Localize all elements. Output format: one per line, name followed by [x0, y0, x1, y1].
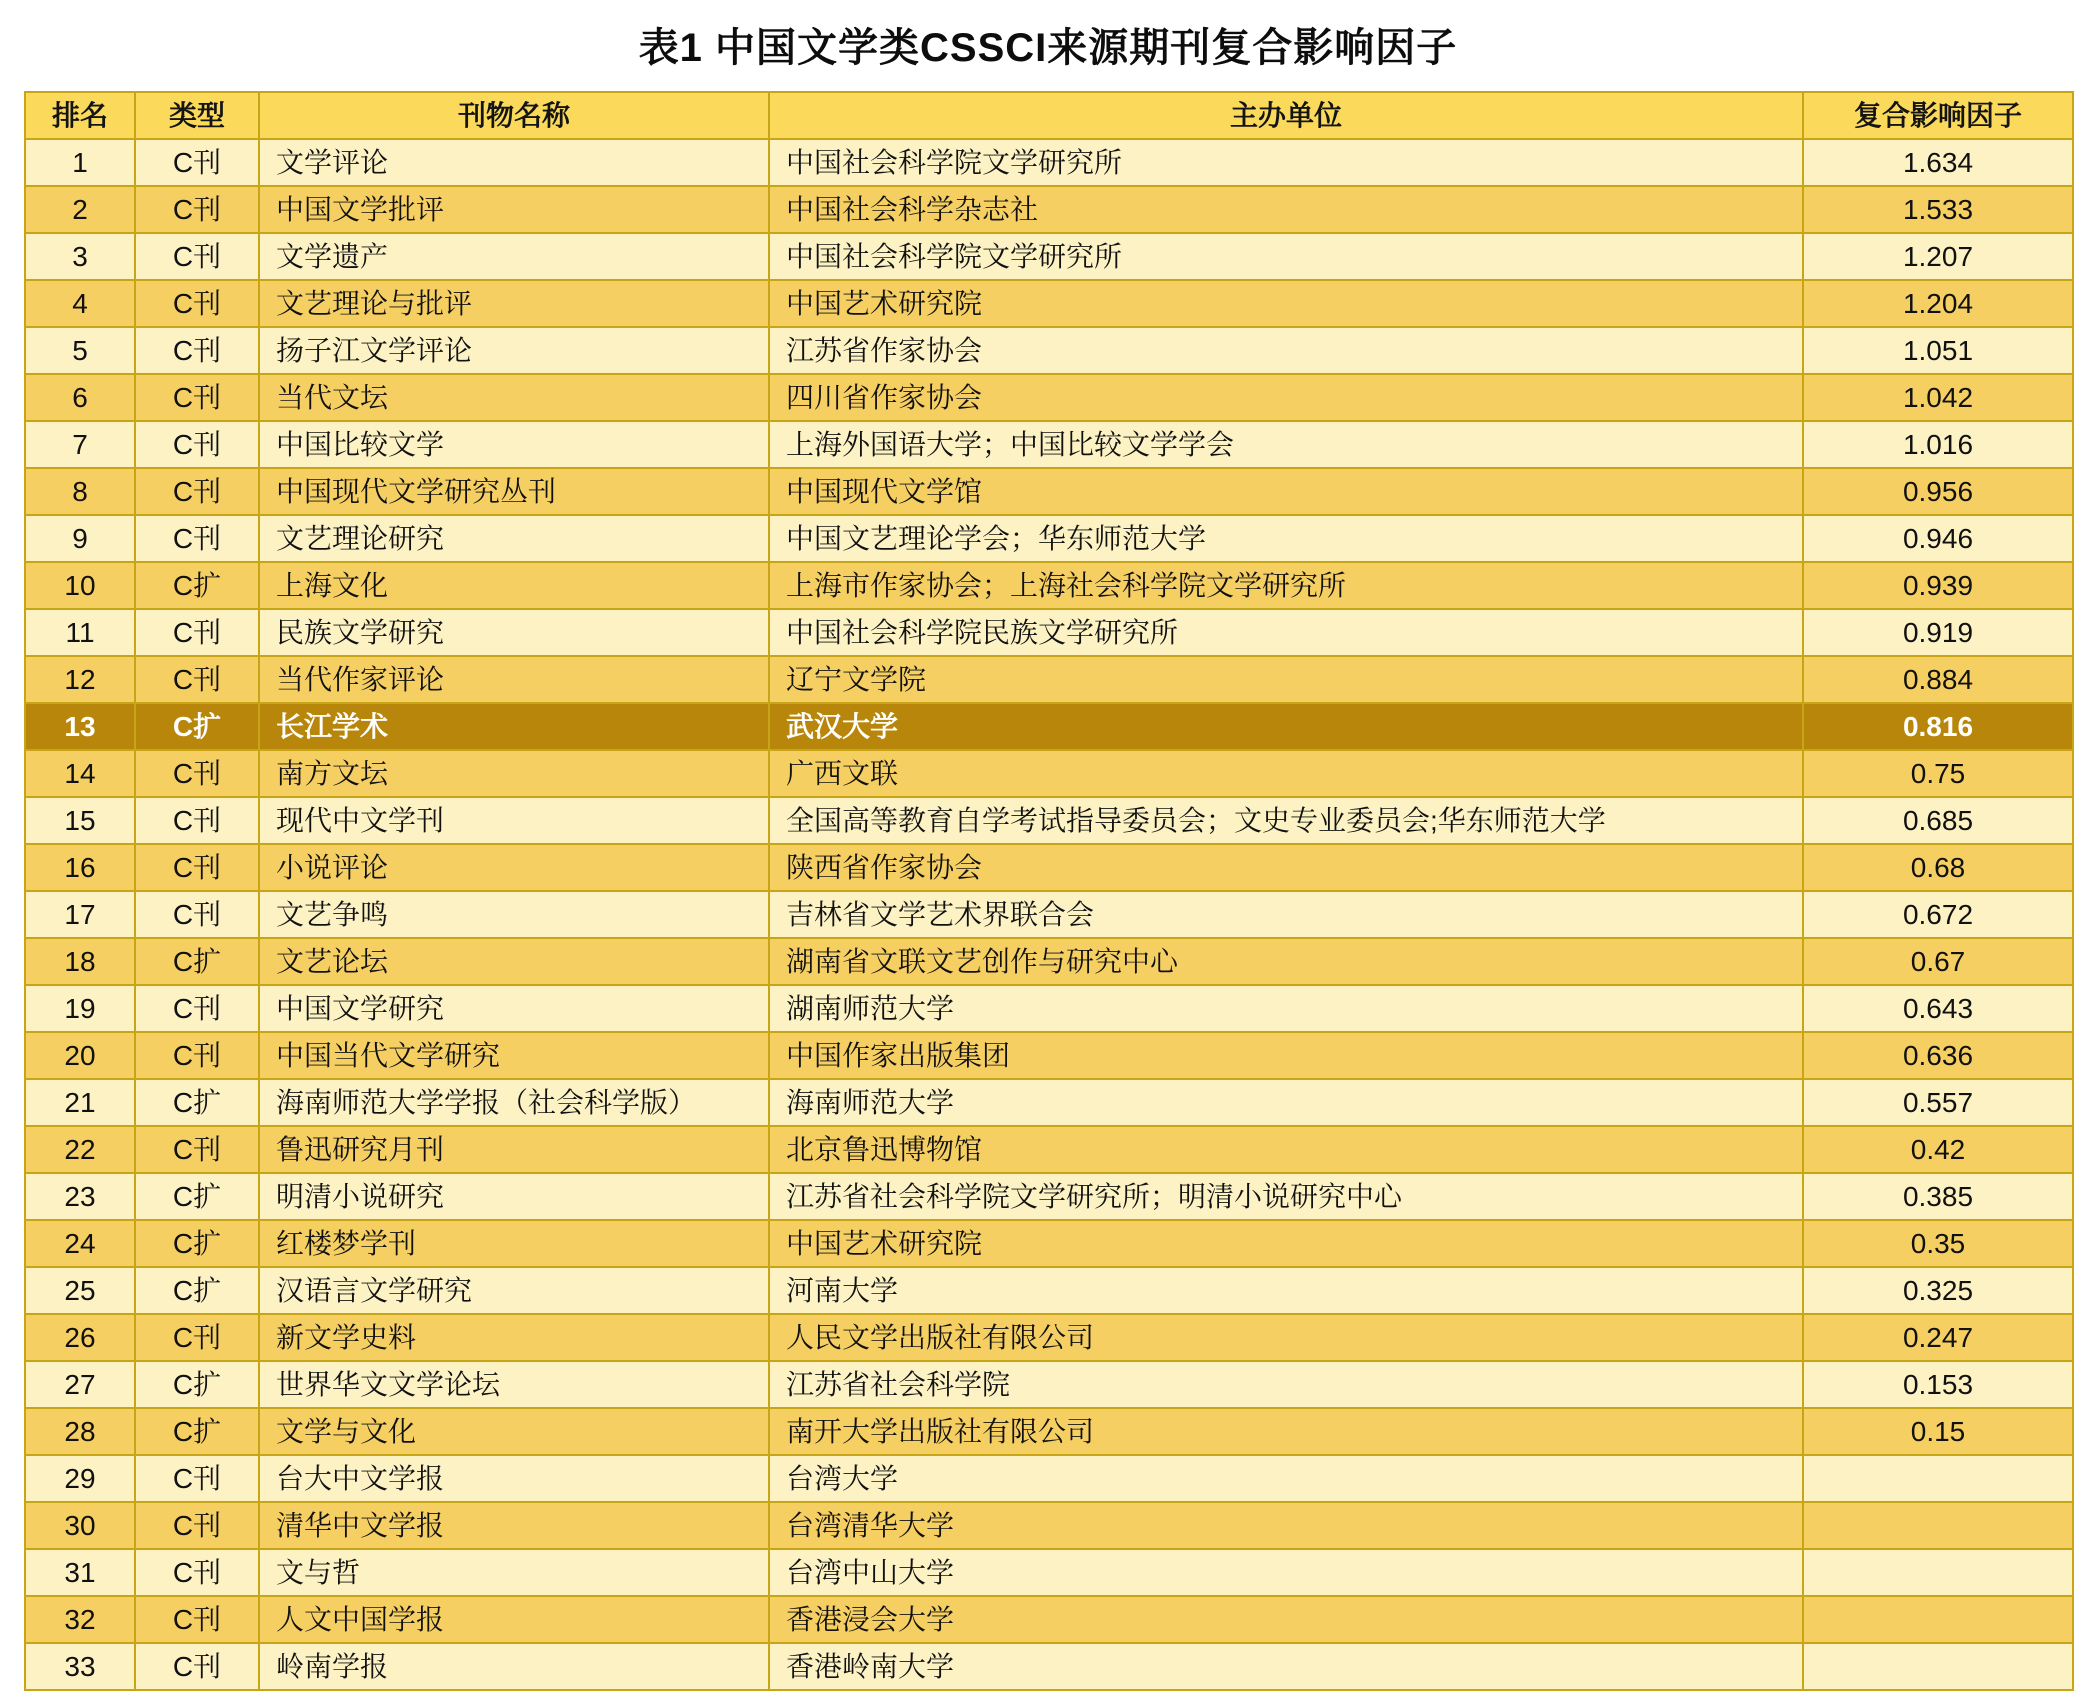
cell-type: C刊: [135, 1032, 259, 1079]
cell-journal-name: 海南师范大学学报（社会科学版）: [259, 1079, 769, 1126]
cell-type: C刊: [135, 1502, 259, 1549]
table-row: [25, 797, 2073, 844]
table-row: [25, 1314, 2073, 1361]
table-row: [25, 1126, 2073, 1173]
table-row: [25, 327, 2073, 374]
cell-organization: 中国艺术研究院: [769, 1220, 1803, 1267]
cell-type: C扩: [135, 1408, 259, 1455]
cell-journal-name: 台大中文学报: [259, 1455, 769, 1502]
table-body: [25, 139, 2073, 1690]
table-header: [25, 92, 2073, 139]
cell-impact-factor: 0.816: [1803, 703, 2073, 750]
table-row: [25, 186, 2073, 233]
cell-journal-name: 文与哲: [259, 1549, 769, 1596]
table-row: [25, 1079, 2073, 1126]
cell-journal-name: 小说评论: [259, 844, 769, 891]
table-row: [25, 1596, 2073, 1643]
cell-rank: 31: [25, 1549, 135, 1596]
cell-rank: 32: [25, 1596, 135, 1643]
cell-organization: 中国艺术研究院: [769, 280, 1803, 327]
table-row: [25, 844, 2073, 891]
cell-journal-name: 明清小说研究: [259, 1173, 769, 1220]
cell-rank: 12: [25, 656, 135, 703]
cell-organization: 广西文联: [769, 750, 1803, 797]
cell-rank: 20: [25, 1032, 135, 1079]
cell-journal-name: 岭南学报: [259, 1643, 769, 1690]
table-header-row: [25, 92, 2073, 139]
cell-type: C刊: [135, 844, 259, 891]
cell-rank: 9: [25, 515, 135, 562]
cell-type: C刊: [135, 609, 259, 656]
table-row: [25, 891, 2073, 938]
cell-organization: 中国现代文学馆: [769, 468, 1803, 515]
cell-impact-factor: 0.946: [1803, 515, 2073, 562]
cell-impact-factor: 1.533: [1803, 186, 2073, 233]
cell-rank: 16: [25, 844, 135, 891]
table-row: [25, 1220, 2073, 1267]
cell-journal-name: 中国文学批评: [259, 186, 769, 233]
cell-rank: 6: [25, 374, 135, 421]
cell-impact-factor: 0.42: [1803, 1126, 2073, 1173]
cell-impact-factor: [1803, 1643, 2073, 1690]
cell-organization: 河南大学: [769, 1267, 1803, 1314]
cell-impact-factor: 1.634: [1803, 139, 2073, 186]
cell-impact-factor: [1803, 1549, 2073, 1596]
table-row: [25, 421, 2073, 468]
cell-impact-factor: 0.385: [1803, 1173, 2073, 1220]
cell-rank: 11: [25, 609, 135, 656]
column-header-impact: 复合影响因子: [1803, 92, 2073, 139]
cell-type: C刊: [135, 1455, 259, 1502]
table-row: [25, 609, 2073, 656]
cell-impact-factor: 0.956: [1803, 468, 2073, 515]
cell-journal-name: 现代中文学刊: [259, 797, 769, 844]
cell-rank: 2: [25, 186, 135, 233]
cell-organization: 湖南省文联文艺创作与研究中心: [769, 938, 1803, 985]
cell-rank: 3: [25, 233, 135, 280]
cell-organization: 中国社会科学院文学研究所: [769, 139, 1803, 186]
cell-organization: 台湾大学: [769, 1455, 1803, 1502]
cell-impact-factor: 0.68: [1803, 844, 2073, 891]
cell-journal-name: 民族文学研究: [259, 609, 769, 656]
cell-journal-name: 中国比较文学: [259, 421, 769, 468]
cell-organization: 中国文艺理论学会；华东师范大学: [769, 515, 1803, 562]
cell-rank: 7: [25, 421, 135, 468]
column-header-name: 刊物名称: [259, 92, 769, 139]
cell-impact-factor: 0.153: [1803, 1361, 2073, 1408]
cell-type: C扩: [135, 1173, 259, 1220]
cell-impact-factor: 1.042: [1803, 374, 2073, 421]
cell-organization: 香港浸会大学: [769, 1596, 1803, 1643]
cell-journal-name: 当代文坛: [259, 374, 769, 421]
cell-type: C刊: [135, 186, 259, 233]
cell-impact-factor: 0.15: [1803, 1408, 2073, 1455]
page-title: 表1 中国文学类CSSCI来源期刊复合影响因子: [638, 26, 1458, 70]
cell-type: C刊: [135, 750, 259, 797]
cell-organization: 人民文学出版社有限公司: [769, 1314, 1803, 1361]
journal-ranking-table: [24, 91, 2074, 1691]
cell-rank: 28: [25, 1408, 135, 1455]
cell-rank: 23: [25, 1173, 135, 1220]
table-row: [25, 1455, 2073, 1502]
cell-type: C刊: [135, 1126, 259, 1173]
cell-rank: 33: [25, 1643, 135, 1690]
table-row: [25, 703, 2073, 750]
cell-organization: 吉林省文学艺术界联合会: [769, 891, 1803, 938]
table-row: [25, 233, 2073, 280]
cell-rank: 18: [25, 938, 135, 985]
table-row: [25, 985, 2073, 1032]
table-row: [25, 1549, 2073, 1596]
cell-impact-factor: 0.247: [1803, 1314, 2073, 1361]
table-row: [25, 1267, 2073, 1314]
cell-rank: 8: [25, 468, 135, 515]
cell-journal-name: 文学遗产: [259, 233, 769, 280]
cell-organization: 台湾清华大学: [769, 1502, 1803, 1549]
cell-journal-name: 文艺理论与批评: [259, 280, 769, 327]
table-row: [25, 280, 2073, 327]
table-row: [25, 468, 2073, 515]
cell-impact-factor: 1.204: [1803, 280, 2073, 327]
cell-journal-name: 文艺争鸣: [259, 891, 769, 938]
cell-rank: 29: [25, 1455, 135, 1502]
table-row: [25, 515, 2073, 562]
cell-journal-name: 鲁迅研究月刊: [259, 1126, 769, 1173]
cell-type: C刊: [135, 327, 259, 374]
cell-organization: 台湾中山大学: [769, 1549, 1803, 1596]
table-row: [25, 1032, 2073, 1079]
cell-rank: 30: [25, 1502, 135, 1549]
cell-journal-name: 红楼梦学刊: [259, 1220, 769, 1267]
table-row: [25, 1408, 2073, 1455]
table-row: [25, 656, 2073, 703]
cell-rank: 26: [25, 1314, 135, 1361]
cell-organization: 武汉大学: [769, 703, 1803, 750]
cell-type: C扩: [135, 1079, 259, 1126]
cell-type: C刊: [135, 1314, 259, 1361]
cell-type: C刊: [135, 1596, 259, 1643]
cell-impact-factor: 0.919: [1803, 609, 2073, 656]
cell-impact-factor: 0.884: [1803, 656, 2073, 703]
cell-impact-factor: [1803, 1596, 2073, 1643]
cell-journal-name: 中国当代文学研究: [259, 1032, 769, 1079]
cell-organization: 湖南师范大学: [769, 985, 1803, 1032]
column-header-rank: 排名: [25, 92, 135, 139]
cell-organization: 辽宁文学院: [769, 656, 1803, 703]
cell-organization: 中国作家出版集团: [769, 1032, 1803, 1079]
cell-type: C扩: [135, 1361, 259, 1408]
cell-type: C扩: [135, 938, 259, 985]
cell-impact-factor: 0.672: [1803, 891, 2073, 938]
cell-impact-factor: [1803, 1502, 2073, 1549]
cell-organization: 上海外国语大学；中国比较文学学会: [769, 421, 1803, 468]
cell-journal-name: 新文学史料: [259, 1314, 769, 1361]
cell-type: C刊: [135, 985, 259, 1032]
cell-organization: 江苏省社会科学院文学研究所；明清小说研究中心: [769, 1173, 1803, 1220]
cell-organization: 江苏省社会科学院: [769, 1361, 1803, 1408]
cell-rank: 1: [25, 139, 135, 186]
cell-organization: 全国高等教育自学考试指导委员会；文史专业委员会;华东师范大学: [769, 797, 1803, 844]
cell-impact-factor: 0.643: [1803, 985, 2073, 1032]
cell-impact-factor: [1803, 1455, 2073, 1502]
cell-type: C扩: [135, 562, 259, 609]
cell-journal-name: 文艺论坛: [259, 938, 769, 985]
cell-organization: 南开大学出版社有限公司: [769, 1408, 1803, 1455]
cell-impact-factor: 1.016: [1803, 421, 2073, 468]
cell-rank: 27: [25, 1361, 135, 1408]
cell-journal-name: 南方文坛: [259, 750, 769, 797]
cell-organization: 上海市作家协会；上海社会科学院文学研究所: [769, 562, 1803, 609]
cell-journal-name: 世界华文文学论坛: [259, 1361, 769, 1408]
cell-organization: 北京鲁迅博物馆: [769, 1126, 1803, 1173]
cell-journal-name: 文学与文化: [259, 1408, 769, 1455]
table-row: [25, 1502, 2073, 1549]
table-row: [25, 1643, 2073, 1690]
cell-organization: 中国社会科学院民族文学研究所: [769, 609, 1803, 656]
cell-rank: 15: [25, 797, 135, 844]
cell-journal-name: 中国现代文学研究丛刊: [259, 468, 769, 515]
cell-organization: 海南师范大学: [769, 1079, 1803, 1126]
column-header-type: 类型: [135, 92, 259, 139]
table-row: [25, 374, 2073, 421]
cell-type: C扩: [135, 703, 259, 750]
cell-type: C扩: [135, 1267, 259, 1314]
cell-journal-name: 中国文学研究: [259, 985, 769, 1032]
cell-impact-factor: 0.557: [1803, 1079, 2073, 1126]
cell-type: C刊: [135, 139, 259, 186]
cell-type: C刊: [135, 1643, 259, 1690]
cell-impact-factor: 0.325: [1803, 1267, 2073, 1314]
cell-impact-factor: 0.67: [1803, 938, 2073, 985]
cell-type: C刊: [135, 797, 259, 844]
table-row: [25, 562, 2073, 609]
cell-type: C刊: [135, 1549, 259, 1596]
cell-rank: 14: [25, 750, 135, 797]
cell-impact-factor: 1.207: [1803, 233, 2073, 280]
cell-organization: 中国社会科学杂志社: [769, 186, 1803, 233]
cell-type: C刊: [135, 280, 259, 327]
cell-impact-factor: 0.939: [1803, 562, 2073, 609]
cell-rank: 24: [25, 1220, 135, 1267]
table-row: [25, 750, 2073, 797]
cell-journal-name: 汉语言文学研究: [259, 1267, 769, 1314]
cell-journal-name: 长江学术: [259, 703, 769, 750]
cell-journal-name: 清华中文学报: [259, 1502, 769, 1549]
cell-rank: 13: [25, 703, 135, 750]
column-header-org: 主办单位: [769, 92, 1803, 139]
cell-type: C刊: [135, 374, 259, 421]
cell-type: C刊: [135, 233, 259, 280]
table-row: [25, 1361, 2073, 1408]
cell-organization: 江苏省作家协会: [769, 327, 1803, 374]
cell-journal-name: 上海文化: [259, 562, 769, 609]
cell-rank: 5: [25, 327, 135, 374]
cell-rank: 25: [25, 1267, 135, 1314]
cell-journal-name: 扬子江文学评论: [259, 327, 769, 374]
cell-impact-factor: 0.636: [1803, 1032, 2073, 1079]
cell-rank: 17: [25, 891, 135, 938]
cell-impact-factor: 0.75: [1803, 750, 2073, 797]
table-row: [25, 1173, 2073, 1220]
table-row: [25, 938, 2073, 985]
cell-rank: 19: [25, 985, 135, 1032]
cell-impact-factor: 0.35: [1803, 1220, 2073, 1267]
cell-type: C刊: [135, 515, 259, 562]
cell-journal-name: 文艺理论研究: [259, 515, 769, 562]
cell-impact-factor: 1.051: [1803, 327, 2073, 374]
cell-type: C刊: [135, 656, 259, 703]
cell-type: C刊: [135, 421, 259, 468]
cell-organization: 四川省作家协会: [769, 374, 1803, 421]
table-row: [25, 139, 2073, 186]
cell-type: C刊: [135, 891, 259, 938]
cell-journal-name: 人文中国学报: [259, 1596, 769, 1643]
cell-impact-factor: 0.685: [1803, 797, 2073, 844]
cell-organization: 陕西省作家协会: [769, 844, 1803, 891]
cell-organization: 中国社会科学院文学研究所: [769, 233, 1803, 280]
cell-journal-name: 文学评论: [259, 139, 769, 186]
cell-rank: 10: [25, 562, 135, 609]
cell-rank: 22: [25, 1126, 135, 1173]
cell-type: C扩: [135, 1220, 259, 1267]
cell-journal-name: 当代作家评论: [259, 656, 769, 703]
cell-rank: 4: [25, 280, 135, 327]
cell-organization: 香港岭南大学: [769, 1643, 1803, 1690]
cell-type: C刊: [135, 468, 259, 515]
cell-rank: 21: [25, 1079, 135, 1126]
